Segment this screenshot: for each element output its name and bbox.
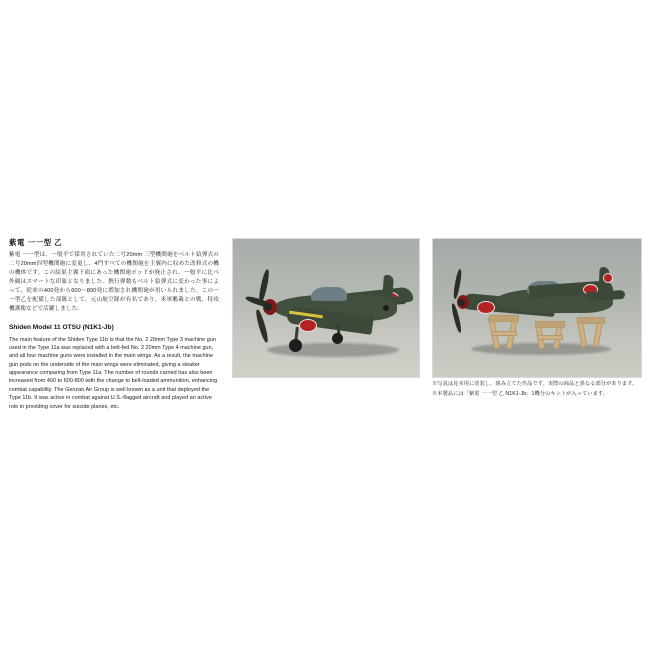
english-title: Shiden Model 11 OTSU (N1K1-Jb) (9, 324, 114, 332)
propeller-hub (264, 303, 272, 311)
description-column (9, 238, 219, 411)
tail-marking (603, 273, 613, 283)
product-photo-front (232, 238, 420, 378)
main-wheel-right (332, 333, 343, 344)
hinomaru-left-wing (299, 319, 317, 332)
footnote-kit-contents: ※本製品には「紫電 一一型 乙 N1K1-Jb」1機分のキットが入っています。 (432, 390, 609, 397)
model-shadow (267, 343, 399, 357)
japanese-body-text: 紫電 一一型は、一般平で採用されていた二号20mm 三型機関砲をベルト給弾式の二号20mm四型機関砲に変更し、4門すべての機関砲を主翼内に収めた改修式の機の機体です。この結果主翼下面にあった機関砲ポッドが廃止され、一般平に比べ外観はスマートな印象となりました。携行弾数もベルト給弾式に変わった事によって、従来の400発から600〜800発に増加され機関砲が用いられました。この一一型乙を配備した部隊として、元山航空隊が有名であり、米軍艦載との戦、特攻機護衛などで活躍しました。 (9, 252, 219, 313)
main-wheel-left (289, 339, 302, 352)
canopy (311, 287, 347, 301)
display-stand-top (535, 321, 565, 328)
propeller-hub (458, 299, 465, 306)
display-stand-brace (491, 331, 517, 336)
japanese-title: 紫電 一一型 乙 (9, 238, 63, 247)
display-stand-brace (537, 335, 563, 340)
product-photo-rear (432, 238, 642, 378)
footnote-block (432, 381, 644, 401)
display-stand-top (577, 317, 605, 324)
hinomaru-left-wing (477, 301, 495, 314)
footnote-photo-disclaimer: ※写真は見本用に塗装し、組み立てた作品です。実際の商品と異なる部分があります。 (432, 381, 638, 387)
display-stand-top (489, 315, 519, 322)
english-body-text: The main feature of the Shiden Type 11b is that the No. 2 20mm Type 3 machine gun used in the Type 11a was replaced with a belt-fed No. 2 20mm Type 4 machine gun, and all four machine guns were installed in the main wings. As a result, the machine gun pods on the underside of the main wings were eliminated, giving a sleaker appearance comparing from Type 11a. The number of rounds carried has also been increased from 400 to 600-800 with the change to belt-loaded ammunition, enhancing combat capability. The Genzan Air Group is well known as a unit that deployed the Type 11b. It was active in combat against U.S.-flagged aircraft and played an active role in providing cover for suicide planes, etc. (9, 336, 218, 410)
tail-wheel (383, 305, 389, 311)
